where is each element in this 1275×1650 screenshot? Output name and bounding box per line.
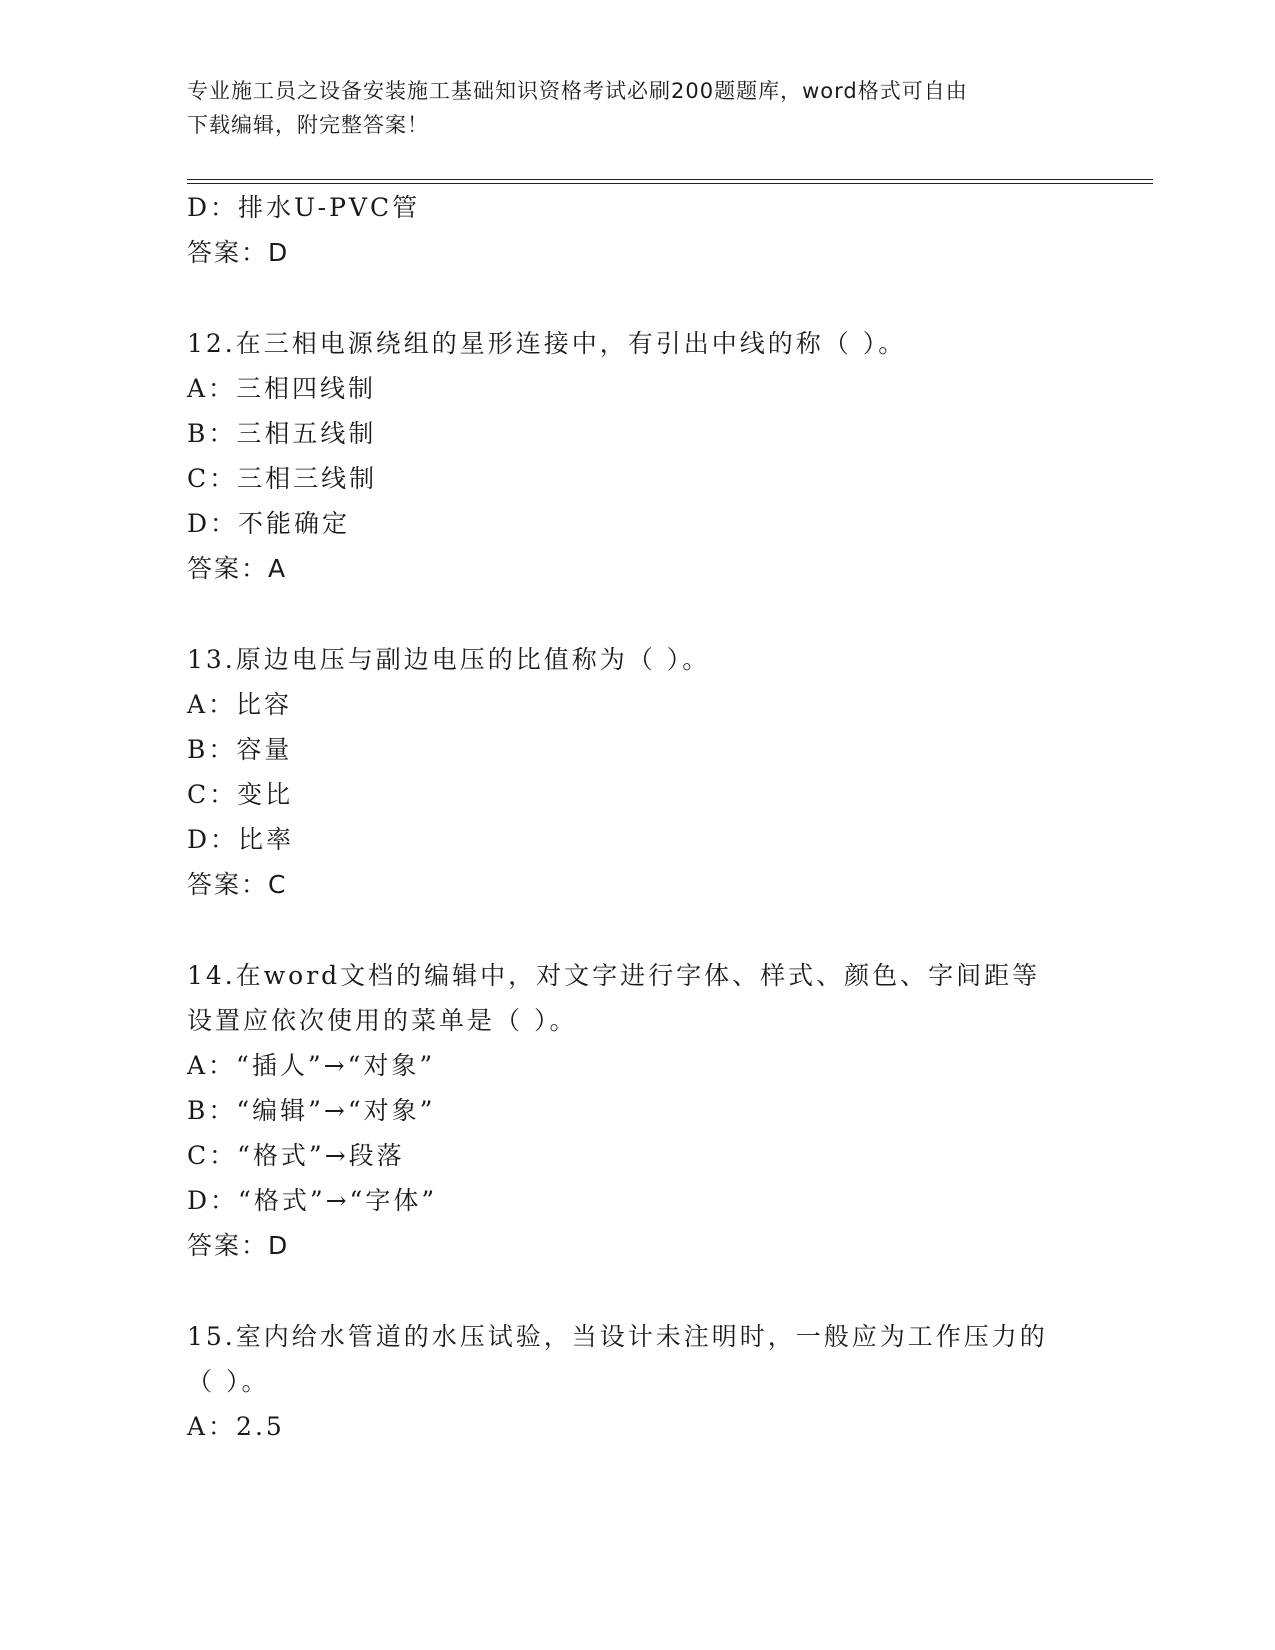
option-a: A：“插人”→“对象”: [187, 1051, 436, 1080]
question-12: 12.在三相电源绕组的星形连接中，有引出中线的称（ ）。: [187, 329, 907, 358]
question-15: 15.室内给水管道的水压试验，当设计未注明时，一般应为工作压力的: [187, 1322, 1048, 1351]
header-divider-top: [187, 179, 1153, 180]
option-d: D：不能确定: [187, 509, 351, 538]
header-line-2: 下载编辑，附完整答案！: [187, 113, 429, 137]
option-d: D：排水U-PVC管: [187, 193, 421, 222]
option-b: B：“编辑”→“对象”: [187, 1096, 436, 1125]
answer-line: 答案：A: [187, 554, 288, 583]
question-15-cont: （ ）。: [187, 1367, 270, 1396]
option-c: C：“格式”→段落: [187, 1141, 405, 1170]
option-b: B：容量: [187, 735, 293, 764]
question-14-cont: 设置应依次使用的菜单是（ ）。: [187, 1006, 578, 1035]
option-d: D：“格式”→“字体”: [187, 1186, 438, 1215]
option-a: A：2.5: [187, 1412, 285, 1441]
header-line-1: 专业施工员之设备安装施工基础知识资格考试必刷200题题库，word格式可自由: [187, 79, 968, 103]
option-b: B：三相五线制: [187, 419, 377, 448]
header-divider-bottom: [187, 183, 1153, 184]
option-a: A：三相四线制: [187, 374, 377, 403]
option-a: A：比容: [187, 690, 293, 719]
document-header: [187, 74, 1067, 142]
option-d: D：比率: [187, 825, 295, 854]
answer-line: 答案：D: [187, 238, 290, 267]
option-c: C：变比: [187, 780, 294, 809]
question-13: 13.原边电压与副边电压的比值称为（ ）。: [187, 645, 711, 674]
answer-line: 答案：D: [187, 1231, 290, 1260]
question-14: 14.在word文档的编辑中，对文字进行字体、样式、颜色、字间距等: [187, 961, 1041, 990]
answer-line: 答案：C: [187, 870, 288, 899]
option-c: C：三相三线制: [187, 464, 378, 493]
